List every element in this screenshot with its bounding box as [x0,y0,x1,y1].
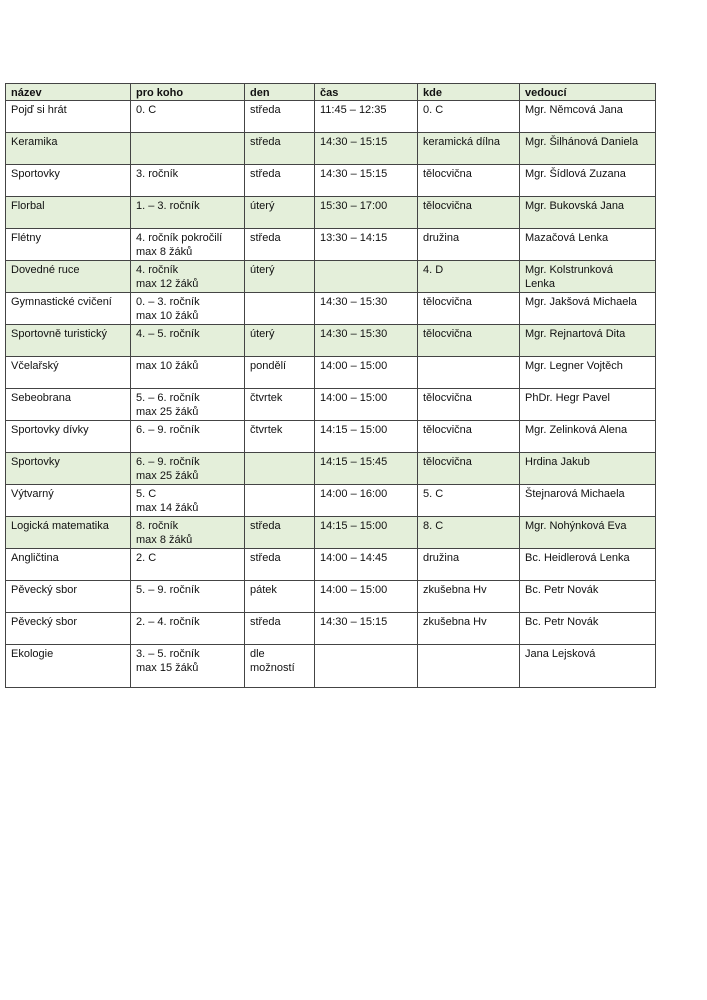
cell-leader [520,261,656,293]
cell-for-whom-line: max 15 žáků [136,662,199,674]
cell-day [245,325,315,357]
cell-day [245,549,315,581]
cell-time: 14:30 – 15:30 [315,293,418,325]
cell-place: tělocvična [418,453,520,485]
cell-time: 14:00 – 14:45 [315,549,418,581]
header-row [6,84,656,101]
cell-day [245,581,315,613]
table-row [6,453,656,485]
cell-name: Výtvarný [6,485,131,517]
cell-for-whom-line: 2. – 4. ročník [136,616,200,628]
cell-for-whom [131,197,245,229]
cell-day-line: středa [250,552,281,564]
cell-place: tělocvična [418,165,520,197]
cell-leader-line: Lenka [525,278,555,290]
cell-for-whom-line: 6. – 9. ročník [136,424,200,436]
cell-leader [520,101,656,133]
cell-for-whom-line: max 14 žáků [136,502,199,514]
cell-day-line: čtvrtek [250,392,283,404]
table-row [6,101,656,133]
cell-day-line: středa [250,616,281,628]
cell-for-whom-line: max 8 žáků [136,534,193,546]
cell-name: Pojď si hrát [6,101,131,133]
cell-for-whom [131,293,245,325]
cell-place: tělocvična [418,197,520,229]
document-page [5,83,656,688]
cell-leader-line: Mgr. Jakšová Michaela [525,296,637,308]
cell-leader-line: Mgr. Němcová Jana [525,104,623,116]
cell-day [245,485,315,517]
cell-leader-line: Bc. Petr Novák [525,616,599,628]
cell-name: Sportovky [6,453,131,485]
cell-place [418,357,520,389]
cell-name: Sebeobrana [6,389,131,421]
table-row [6,293,656,325]
cell-leader [520,581,656,613]
cell-for-whom-line: 4. ročník pokročilí [136,232,223,244]
cell-time: 14:00 – 15:00 [315,581,418,613]
cell-leader [520,325,656,357]
cell-leader-line: Mgr. Bukovská Jana [525,200,625,212]
cell-time: 14:00 – 15:00 [315,357,418,389]
cell-for-whom [131,645,245,688]
cell-time: 11:45 – 12:35 [315,101,418,133]
cell-leader [520,293,656,325]
table-row [6,517,656,549]
cell-for-whom-line: max 25 žáků [136,470,199,482]
cell-place: zkušebna Hv [418,581,520,613]
cell-for-whom-line: 5. – 6. ročník [136,392,200,404]
table-row [6,133,656,165]
cell-leader [520,645,656,688]
cell-for-whom [131,357,245,389]
cell-for-whom [131,261,245,293]
cell-leader-line: Štejnarová Michaela [525,488,625,500]
cell-name: Gymnastické cvičení [6,293,131,325]
cell-leader [520,485,656,517]
cell-day-line: čtvrtek [250,424,283,436]
table-row [6,261,656,293]
cell-name: Angličtina [6,549,131,581]
cell-leader-line: Bc. Heidlerová Lenka [525,552,630,564]
header-place: kde [418,84,520,101]
cell-for-whom [131,229,245,261]
cell-day-line: možností [250,662,295,674]
cell-time [315,645,418,688]
cell-leader-line: Hrdina Jakub [525,456,590,468]
table-row [6,613,656,645]
cell-for-whom-line: 1. – 3. ročník [136,200,200,212]
cell-day [245,357,315,389]
cell-day-line: úterý [250,264,275,276]
cell-place [418,645,520,688]
cell-day [245,613,315,645]
table-row [6,645,656,688]
clubs-table [5,83,656,688]
cell-for-whom [131,453,245,485]
cell-place: 8. C [418,517,520,549]
cell-day-line: pondělí [250,360,287,372]
cell-leader [520,549,656,581]
cell-place: keramická dílna [418,133,520,165]
cell-day [245,453,315,485]
cell-leader-line: Mazačová Lenka [525,232,609,244]
cell-day [245,389,315,421]
cell-leader-line: PhDr. Hegr Pavel [525,392,610,404]
cell-for-whom-line: max 10 žáků [136,310,199,322]
cell-leader-line: Mgr. Šilhánová Daniela [525,136,639,148]
cell-place: 5. C [418,485,520,517]
cell-for-whom-line: 5. – 9. ročník [136,584,200,596]
cell-day-line: dle [250,648,265,660]
cell-leader-line: Mgr. Nohýnková Eva [525,520,627,532]
cell-for-whom [131,389,245,421]
cell-name: Pěvecký sbor [6,581,131,613]
cell-for-whom-line: max 25 žáků [136,406,199,418]
cell-leader-line: Jana Lejsková [525,648,596,660]
cell-day [245,165,315,197]
cell-leader-line: Mgr. Zelinková Alena [525,424,628,436]
cell-day [245,421,315,453]
cell-day-line: středa [250,232,281,244]
cell-leader-line: Mgr. Legner Vojtěch [525,360,623,372]
cell-name: Pěvecký sbor [6,613,131,645]
cell-day-line: středa [250,104,281,116]
cell-for-whom-line: 4. ročník [136,264,179,276]
cell-time: 14:30 – 15:15 [315,613,418,645]
cell-name: Keramika [6,133,131,165]
cell-day-line: úterý [250,328,275,340]
cell-for-whom-line: 3. – 5. ročník [136,648,200,660]
header-leader: vedoucí [520,84,656,101]
table-row [6,229,656,261]
cell-for-whom-line: max 12 žáků [136,278,199,290]
cell-leader-line: Mgr. Šídlová Zuzana [525,168,626,180]
header-for-whom: pro koho [131,84,245,101]
cell-day [245,517,315,549]
cell-name: Ekologie [6,645,131,688]
table-body [6,101,656,688]
cell-for-whom [131,517,245,549]
cell-for-whom-line: 3. ročník [136,168,179,180]
cell-place: zkušebna Hv [418,613,520,645]
cell-time: 13:30 – 14:15 [315,229,418,261]
cell-leader-line: Bc. Petr Novák [525,584,599,596]
cell-for-whom-line: 0. – 3. ročník [136,296,200,308]
cell-name: Florbal [6,197,131,229]
cell-for-whom [131,581,245,613]
cell-day [245,645,315,688]
cell-for-whom [131,485,245,517]
cell-day [245,133,315,165]
cell-leader [520,453,656,485]
cell-leader-line: Mgr. Kolstrunková [525,264,614,276]
cell-day [245,261,315,293]
cell-day-line: středa [250,168,281,180]
table-row [6,421,656,453]
cell-for-whom [131,325,245,357]
cell-leader [520,133,656,165]
cell-day-line: úterý [250,200,275,212]
table-row [6,549,656,581]
cell-day [245,293,315,325]
cell-leader [520,517,656,549]
cell-name: Sportovky [6,165,131,197]
cell-place: družina [418,229,520,261]
cell-for-whom [131,613,245,645]
cell-day [245,197,315,229]
cell-place: tělocvična [418,293,520,325]
cell-day-line: středa [250,520,281,532]
cell-leader [520,357,656,389]
cell-leader [520,421,656,453]
cell-for-whom-line: 0. C [136,104,157,116]
cell-time: 14:30 – 15:30 [315,325,418,357]
cell-day [245,229,315,261]
cell-for-whom [131,165,245,197]
header-name: název [6,84,131,101]
cell-for-whom-line: max 10 žáků [136,360,199,372]
cell-leader [520,229,656,261]
cell-leader-line: Mgr. Rejnartová Dita [525,328,626,340]
cell-time: 14:15 – 15:45 [315,453,418,485]
cell-name: Včelařský [6,357,131,389]
table-row [6,581,656,613]
cell-for-whom [131,101,245,133]
cell-for-whom [131,549,245,581]
cell-name: Flétny [6,229,131,261]
cell-leader [520,197,656,229]
table-row [6,485,656,517]
cell-for-whom [131,133,245,165]
cell-for-whom-line: 5. C [136,488,157,500]
table-row [6,389,656,421]
table-row [6,357,656,389]
header-day: den [245,84,315,101]
cell-leader [520,165,656,197]
table-header [6,84,656,101]
cell-leader [520,389,656,421]
cell-place: 4. D [418,261,520,293]
cell-time [315,261,418,293]
cell-time: 14:15 – 15:00 [315,517,418,549]
cell-name: Sportovně turistický [6,325,131,357]
cell-place: tělocvična [418,325,520,357]
cell-name: Sportovky dívky [6,421,131,453]
cell-day [245,101,315,133]
cell-place: tělocvična [418,421,520,453]
cell-time: 14:00 – 16:00 [315,485,418,517]
cell-day-line: pátek [250,584,277,596]
cell-place: družina [418,549,520,581]
table-row [6,325,656,357]
cell-for-whom-line: max 8 žáků [136,246,193,258]
cell-for-whom-line: 6. – 9. ročník [136,456,200,468]
cell-place: 0. C [418,101,520,133]
cell-leader [520,613,656,645]
cell-for-whom-line: 2. C [136,552,157,564]
table-row [6,165,656,197]
header-time: čas [315,84,418,101]
cell-for-whom [131,421,245,453]
cell-day-line: středa [250,136,281,148]
cell-for-whom-line: 8. ročník [136,520,179,532]
table-row [6,197,656,229]
cell-time: 14:30 – 15:15 [315,133,418,165]
cell-time: 14:30 – 15:15 [315,165,418,197]
cell-time: 14:15 – 15:00 [315,421,418,453]
cell-place: tělocvična [418,389,520,421]
cell-name: Dovedné ruce [6,261,131,293]
cell-for-whom-line: 4. – 5. ročník [136,328,200,340]
cell-name: Logická matematika [6,517,131,549]
cell-time: 15:30 – 17:00 [315,197,418,229]
cell-time: 14:00 – 15:00 [315,389,418,421]
